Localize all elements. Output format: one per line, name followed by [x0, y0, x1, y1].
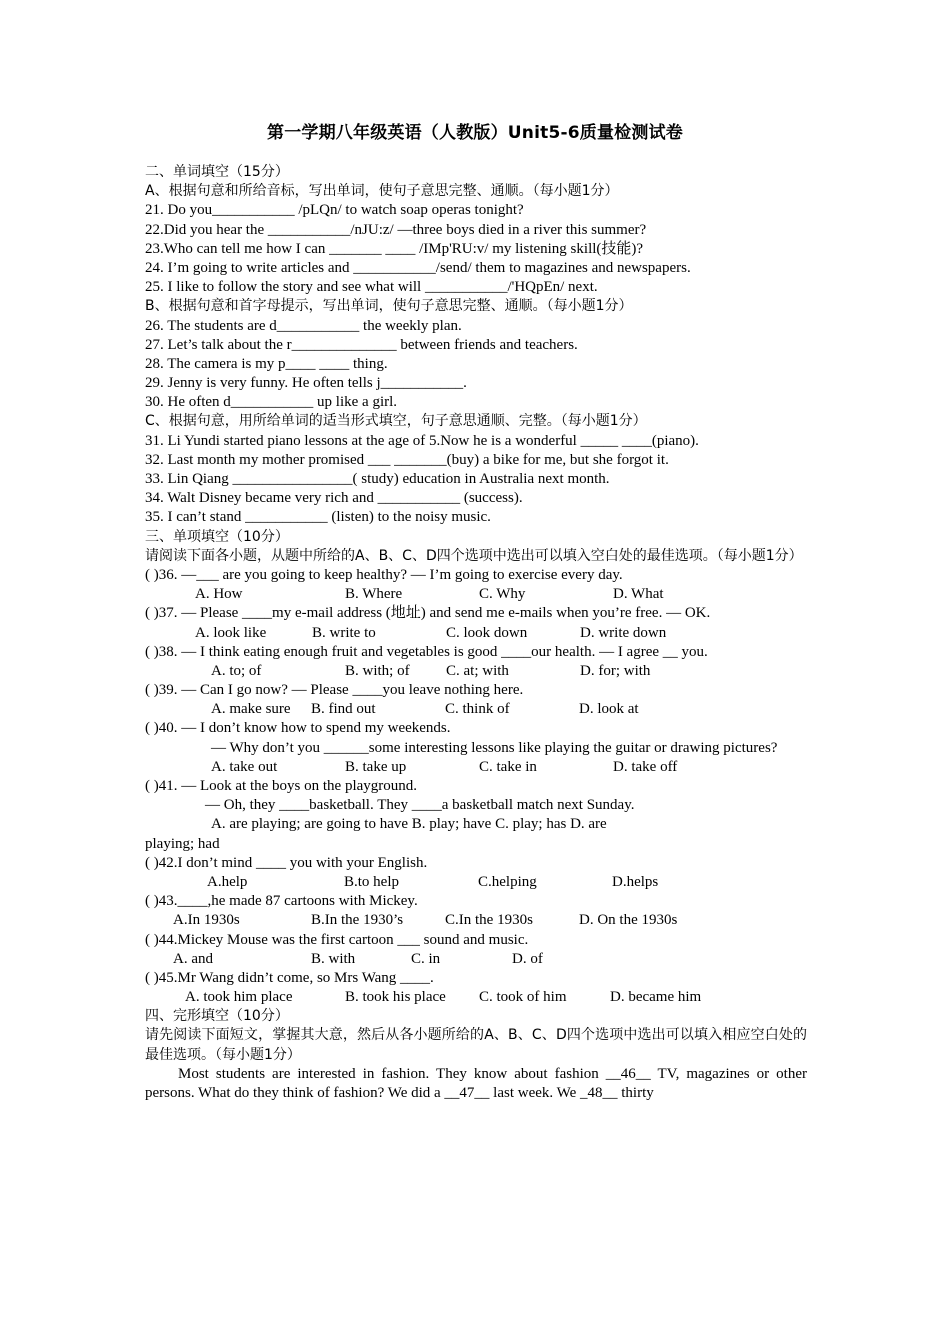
option-c: C.helping — [478, 873, 537, 890]
section-heading: 三、单项填空（10分） — [145, 528, 289, 545]
option-c: C. look down — [446, 624, 528, 641]
question-30: 30. He often d___________ up like a girl. — [145, 394, 398, 411]
question-29: 29. Jenny is very funny. He often tells j___________. — [145, 375, 467, 392]
option-c: C. take in — [479, 758, 537, 775]
option-b: B. find out — [311, 701, 376, 718]
question-40: ( )40. — I don’t know how to spend my weekends. — [145, 720, 451, 737]
options-45 — [145, 988, 807, 1007]
option-d: D. for; with — [580, 662, 651, 679]
option-c: C. at; with — [446, 662, 509, 679]
question-21: 21. Do you___________ /pLQn/ to watch soap operas tonight? — [145, 202, 524, 219]
instruction-b: B、根据句意和首字母提示，写出单词，使句子意思完整、通顺。（每小题1分） — [145, 298, 633, 315]
options-39 — [145, 700, 807, 719]
question-37: ( )37. — Please ____my e-mail address (地址) and send me e-mails when you’re free. — OK. — [145, 605, 711, 622]
instruction-a: A、根据句意和所给音标，写出单词，使句子意思完整、通顺。（每小题1分） — [145, 183, 619, 200]
option-c: C. Why — [479, 586, 526, 603]
option-b: B. Where — [345, 586, 403, 603]
option-a: A. and — [173, 950, 213, 967]
option-c: C. in — [411, 950, 441, 967]
option-b: B. took his place — [345, 989, 446, 1006]
question-24: 24. I’m going to write articles and ___________/send/ them to magazines and newspapers. — [145, 259, 691, 276]
question-36: ( )36. —___ are you going to keep healthy? — I’m going to exercise every day. — [145, 566, 623, 583]
options-43 — [145, 911, 807, 930]
question-41-reply: — Oh, they ____basketball. They ____a basketball match next Sunday. — [205, 797, 635, 814]
question-22: 22.Did you hear the ___________/nJU:z/ —three boys died in a river this summer? — [145, 221, 647, 238]
option-a: A. How — [195, 586, 243, 603]
question-23: 23.Who can tell me how I can _______ ____ /IMp'RU:v/ my listening skill(技能)? — [145, 240, 644, 257]
option-c: C. took of him — [479, 989, 567, 1006]
option-a: A. take out — [211, 758, 278, 775]
question-32: 32. Last month my mother promised ___ _______(buy) a bike for me, but she forgot it. — [145, 451, 669, 468]
option-d: D. What — [613, 586, 664, 603]
option-c: C. think of — [445, 701, 510, 718]
option-b: B. with; of — [345, 662, 410, 679]
question-38: ( )38. — I think eating enough fruit and vegetables is good ____our health. — I agree __ you. — [145, 643, 708, 660]
options-36 — [145, 585, 807, 604]
option-b: B. take up — [345, 758, 407, 775]
question-35: 35. I can’t stand ___________ (listen) to the noisy music. — [145, 509, 491, 526]
section-heading: 四、完形填空（10分） — [145, 1008, 289, 1025]
options-38 — [145, 662, 807, 681]
option-b: B.In the 1930’s — [311, 912, 404, 929]
option-a: A.In 1930s — [173, 912, 240, 929]
option-a: A. to; of — [211, 662, 262, 679]
options-37 — [145, 624, 807, 643]
question-43: ( )43.____,he made 87 cartoons with Mickey. — [145, 893, 418, 910]
question-25: 25. I like to follow the story and see what will ___________/'HQpEn/ next. — [145, 279, 598, 296]
option-b: B.to help — [344, 873, 399, 890]
option-d: D. of — [512, 950, 543, 967]
option-d: D. look at — [579, 701, 639, 718]
question-40-reply: — Why don’t you ______some interesting lessons like playing the guitar or drawing pictures? — [211, 739, 778, 756]
option-a: A. make sure — [211, 701, 291, 718]
cloze-passage: Most students are interested in fashion. They know about fashion __46__ TV, magazines or other persons. What do they think of fashion? We did a __47__ last week. We _48__ thirty — [145, 1065, 807, 1102]
option-a: A.help — [207, 873, 248, 890]
option-d: D. On the 1930s — [579, 912, 678, 929]
options-44 — [145, 950, 807, 969]
option-b: B. write to — [312, 624, 376, 641]
option-c: C.In the 1930s — [445, 912, 533, 929]
options-40 — [145, 758, 807, 777]
option-d: D.helps — [612, 873, 659, 890]
question-31: 31. Li Yundi started piano lessons at the age of 5.Now he is a wonderful _____ ____(piano). — [145, 432, 699, 449]
exam-content — [145, 163, 807, 1103]
question-34: 34. Walt Disney became very rich and ___________ (success). — [145, 490, 523, 507]
options-41: A. are playing; are going to have B. play; have C. play; has D. are — [211, 816, 607, 833]
page-title: 第一学期八年级英语（人教版）Unit5-6质量检测试卷 — [267, 123, 683, 143]
section-heading: 二、单词填空（15分） — [145, 164, 289, 180]
option-b: B. with — [311, 950, 356, 967]
question-42: ( )42.I don’t mind ____ you with your English. — [145, 854, 428, 871]
option-d: D. write down — [580, 624, 667, 641]
question-39: ( )39. — Can I go now? — Please ____you leave nothing here. — [145, 682, 524, 699]
option-a: A. took him place — [185, 989, 293, 1006]
question-33: 33. Lin Qiang ________________( study) education in Australia next month. — [145, 471, 610, 487]
option-d: D. became him — [610, 989, 702, 1006]
question-44: ( )44.Mickey Mouse was the first cartoon ___ sound and music. — [145, 931, 529, 948]
question-26: 26. The students are d___________ the weekly plan. — [145, 317, 462, 334]
option-d: D. take off — [613, 758, 678, 775]
instruction-cloze: 请先阅读下面短文，掌握其大意，然后从各小题所给的A、B、C、D四个选项中选出可以填入相应空白处的最佳选项。（每小题1分） — [145, 1027, 807, 1063]
question-28: 28. The camera is my p____ ____ thing. — [145, 355, 388, 372]
instruction-mc: 请阅读下面各小题，从题中所给的A、B、C、D四个选项中选出可以填入空白处的最佳选项。（每小题1分） — [145, 547, 803, 564]
instruction-c: C、根据句意，用所给单词的适当形式填空，句子意思通顺、完整。（每小题1分） — [145, 413, 647, 430]
question-41: ( )41. — Look at the boys on the playground. — [145, 778, 418, 795]
options-41-tail: playing; had — [145, 835, 220, 852]
option-a: A. look like — [195, 624, 267, 641]
question-27: 27. Let’s talk about the r______________ between friends and teachers. — [145, 336, 578, 353]
question-45: ( )45.Mr Wang didn’t come, so Mrs Wang ____. — [145, 969, 434, 986]
options-42 — [145, 873, 807, 892]
